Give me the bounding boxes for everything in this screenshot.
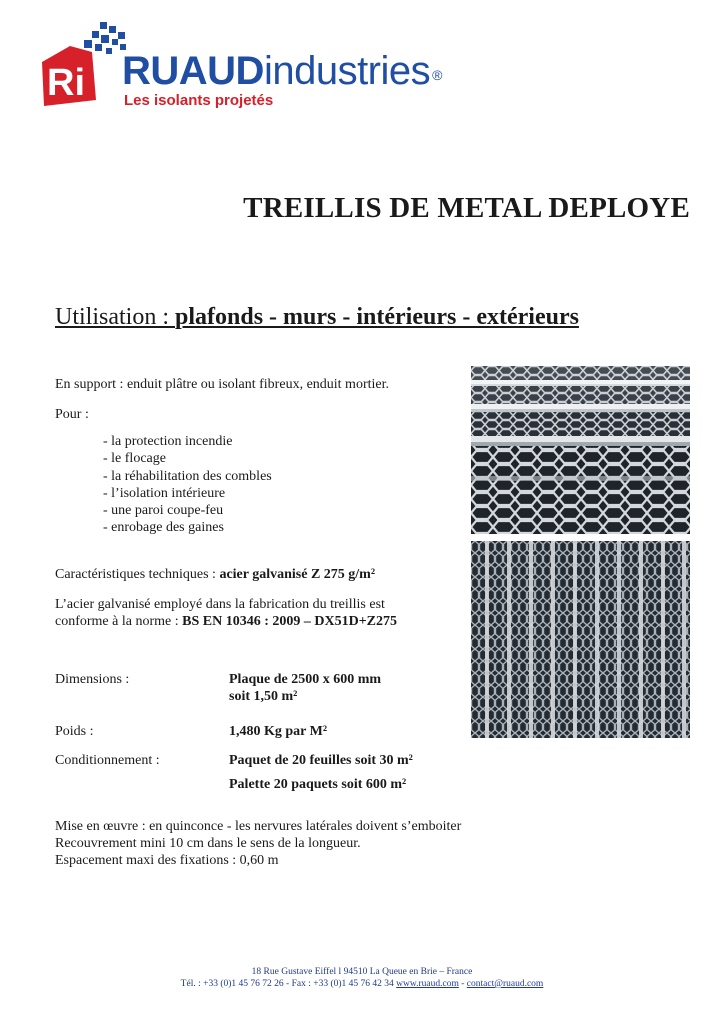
footer-contact: Tél. : +33 (0)1 45 76 72 26 - Fax : +33 (0)1 45 76 42 34 www.ruaud.com - contact@ruaud.com (180, 979, 544, 989)
dimensions-surface: soit 1,50 m² (229, 689, 298, 704)
list-item: - la protection incendie (103, 434, 233, 449)
list-item: - l’isolation intérieure (103, 485, 226, 501)
mise-en-oeuvre-line-3: Espacement maxi des fixations : 0,60 m (55, 853, 279, 868)
support-text: En support : enduit plâtre ou isolant fibreux, enduit mortier. (55, 377, 389, 392)
metal-mesh-photo-2 (471, 541, 690, 738)
list-item: - enrobage des gaines (103, 520, 224, 536)
caracteristiques-text: Caractéristiques techniques : acier galvanisé Z 275 g/m² (55, 567, 376, 582)
conditionnement-label: Conditionnement : (55, 753, 160, 768)
list-item: - la réhabilitation des combles (103, 468, 272, 484)
conditionnement-palette: Palette 20 paquets soit 600 m² (229, 777, 407, 792)
norme-line-1: L’acier galvanisé employé dans la fabrication du treillis est (55, 597, 385, 612)
poids-label: Poids : (55, 724, 94, 739)
metal-mesh-photo-1 (471, 366, 690, 534)
pour-label: Pour : (55, 407, 89, 422)
mise-en-oeuvre-line-1: Mise en œuvre : en quinconce - les nervures latérales doivent s’emboiter (55, 819, 462, 834)
dimensions-value: Plaque de 2500 x 600 mm (229, 672, 382, 687)
dimensions-label: Dimensions : (55, 672, 130, 687)
conditionnement-paquet: Paquet de 20 feuilles soit 30 m² (229, 753, 413, 768)
footer-address: 18 Rue Gustave Eiffel l 94510 La Queue en Brie – France (251, 967, 473, 977)
email-link[interactable]: contact@ruaud.com (466, 979, 544, 989)
website-link[interactable]: www.ruaud.com (396, 979, 459, 989)
svg-text:Ri: Ri (47, 62, 85, 104)
list-item: - le flocage (103, 451, 166, 467)
list-item: - une paroi coupe-feu (103, 503, 224, 519)
norme-line-2: conforme à la norme : BS EN 10346 : 2009 – DX51D+Z275 (55, 614, 398, 629)
mise-en-oeuvre-line-2: Recouvrement mini 10 cm dans le sens de la longueur. (55, 836, 361, 851)
pour-list (103, 433, 272, 537)
brand-name: RUAUDindustries ® (122, 49, 442, 93)
ruaud-logo-icon (40, 22, 132, 108)
brand-tagline: Les isolants projetés (124, 92, 274, 109)
utilisation-heading: Utilisation : plafonds - murs - intérieurs - extérieurs (55, 304, 579, 330)
poids-value: 1,480 Kg par M² (229, 724, 328, 739)
document-title: TREILLIS DE METAL DEPLOYE (243, 192, 690, 224)
